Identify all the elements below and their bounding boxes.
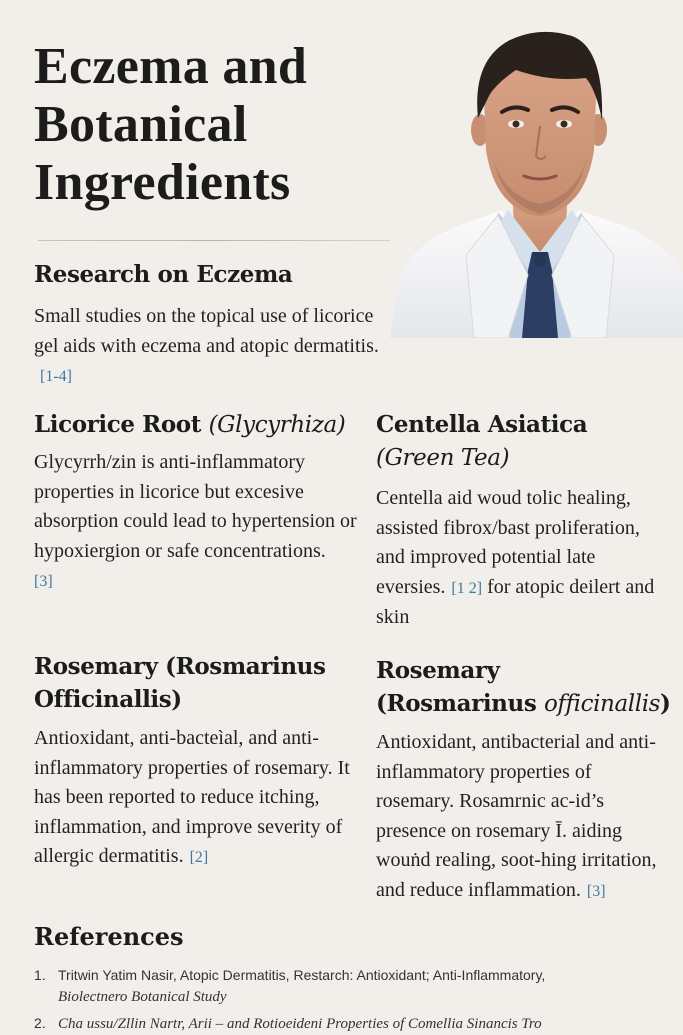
research-citation[interactable]: [1-4]	[40, 368, 72, 385]
licorice-text: Glycyrrh/zin is anti-inflammatory properties in licorice but excesive absorption could lead to hypertension or hypoxiergion or safe concentrations.	[34, 451, 357, 562]
centella-heading-latin: (Green Tea)	[376, 445, 510, 471]
reference-text: Cha ussu/Zllin Nartr, Arii – and Rotioeideni Properties of Comellia Sinancis Tro	[58, 1016, 542, 1032]
research-heading: Research on Eczema	[34, 261, 293, 288]
rosemary-right-citation[interactable]: [3]	[586, 882, 606, 900]
rosemary-right-body	[376, 728, 668, 906]
references-heading: References	[34, 922, 184, 951]
title-line: Ingredients	[34, 154, 291, 211]
licorice-heading	[34, 408, 364, 442]
research-text: Small studies on the topical use of licorice gel aids with eczema and atopic dermatitis.	[34, 305, 379, 357]
centella-heading	[376, 408, 656, 475]
centella-citation[interactable]: [1 2]	[451, 579, 483, 597]
centella-tail: for atopic deilert and skin	[376, 575, 655, 628]
divider	[38, 240, 390, 241]
rosemary-left-heading: Rosemary (Rosmarinus Officinallis)	[34, 653, 326, 713]
licorice-heading-text: Licorice Root	[34, 411, 201, 438]
reference-subtitle: Biolectnero Botanical Study	[58, 989, 227, 1005]
rosemary-right-heading-line2	[376, 687, 676, 721]
rosemary-left-citation[interactable]: [2]	[189, 849, 209, 866]
reference-number: 1.	[34, 967, 46, 983]
rosemary-right-heading-prefix: (Rosmarinus	[376, 690, 544, 717]
licorice-heading-latin: (Glycyrhiza)	[208, 412, 346, 438]
reference-item[interactable]	[34, 964, 545, 1008]
rosemary-right-heading	[376, 654, 676, 721]
rosemary-right-text: Antioxidant, antibacterial and anti-inflammatory properties of rosemary. Rosamrnic ac-id’s presence on rosemary Ī. aiding wouṅd realing, soot-hing irritation, and reduce inflammation.	[376, 731, 657, 901]
rosemary-right-heading-line1: Rosemary	[376, 657, 500, 684]
doctor-portrait	[390, 20, 683, 338]
centella-body	[376, 484, 656, 633]
title-line: Eczema and	[34, 38, 308, 95]
licorice-body	[34, 448, 364, 597]
centella-heading-text: Centella Asiatica	[376, 411, 588, 438]
reference-text: Tritwin Yatim Nasir, Atopic Dermatitis, Restarch: Antioxidant; Anti-Inflammatory,	[58, 967, 546, 983]
title-line: Botanical	[34, 96, 248, 153]
licorice-citation[interactable]: [3]	[34, 573, 53, 590]
page-title	[34, 38, 374, 212]
centella-text: Centella aid woud tolic healing, assisted fibrox/bast proliferation, and improved potential late eversies.	[376, 487, 640, 598]
rosemary-right-heading-suffix: )	[660, 690, 671, 717]
reference-number: 2.	[34, 1015, 46, 1031]
rosemary-left-body	[34, 724, 364, 873]
research-body	[34, 302, 389, 392]
rosemary-left-text: Antioxidant, anti-bacteìal, and anti-inflammatory properties of rosemary. It has been reported to reduce itching, inflammation, and improve severity of allergic dermatitis.	[34, 727, 350, 867]
rosemary-right-heading-latin: officinallis	[543, 691, 661, 717]
